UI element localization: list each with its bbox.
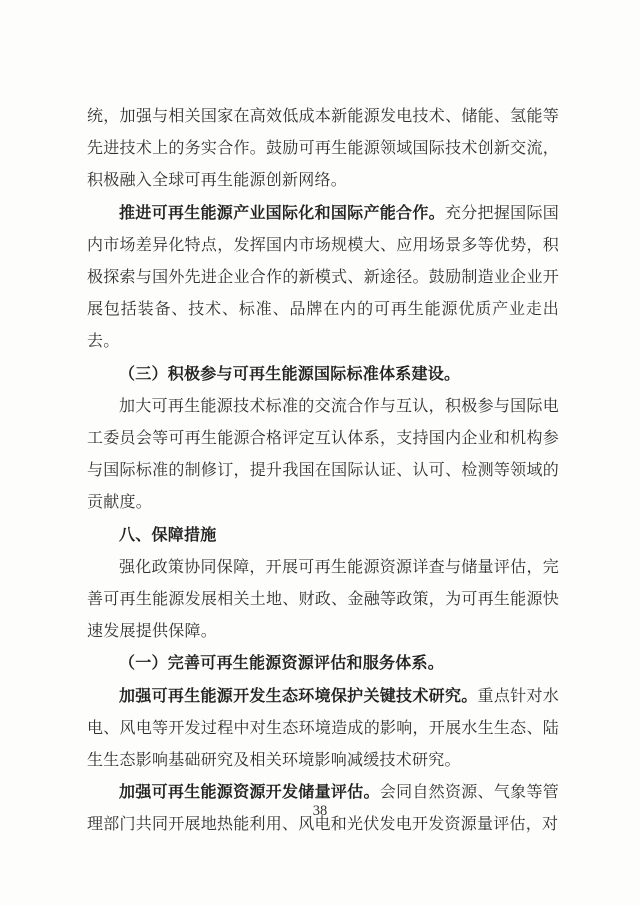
bold-text-run: 加强可再生能源资源开发储量评估。	[119, 784, 380, 802]
paragraph	[87, 681, 559, 778]
bold-text-run: （一）完善可再生能源资源评估和服务体系。	[119, 655, 445, 673]
text-run: 加大可再生能源技术标准的交流合作与互认，积极参与国际电工委员会等可再生能源合格评定互认体系，支持国内企业和机构参与国际标准的制修订，提升我国在国际认证、认可、检测等领域的贡献度。	[87, 397, 559, 512]
text-run: 会同自然资源、气象等管理部门共同开展地热能利用、风电和光伏发电开发资源量评估，对	[87, 784, 559, 834]
bold-text-run: 推进可再生能源产业国际化和国际产能合作。	[119, 204, 445, 222]
paragraph	[87, 552, 559, 649]
text-run: 重点针对水电、风电等开发过程中对生态环境造成的影响，开展水生生态、陆生生态影响基础研究及相关环境影响减缓技术研究。	[87, 687, 559, 770]
text-run: 统，加强与相关国家在高效低成本新能源发电技术、储能、氢能等先进技术上的务实合作。鼓励可再生能源领域国际技术创新交流，积极融入全球可再生能源创新网络。	[87, 108, 559, 190]
paragraph	[87, 101, 559, 198]
bold-text-run: 八、保障措施	[119, 526, 217, 544]
section-heading	[87, 520, 559, 552]
page-number: 38	[312, 803, 328, 819]
subsection-heading	[87, 648, 559, 680]
text-run: 强化政策协同保障，开展可再生能源资源详查与储量评估，完善可再生能源发展相关土地、财政、金融等政策，为可再生能源快速发展提供保障。	[87, 558, 559, 641]
bold-text-run: （三）积极参与可再生能源国际标准体系建设。	[119, 365, 461, 383]
bold-text-run: 加强可再生能源开发生态环境保护关键技术研究。	[119, 687, 478, 705]
document-body	[87, 101, 559, 842]
text-run: 充分把握国际国内市场差异化特点，发挥国内市场规模大、应用场景多等优势，积极探索与国外先进企业合作的新模式、新途径。鼓励制造业企业开展包括装备、技术、标准、品牌在内的可再生能源优质产业走出去。	[87, 204, 559, 351]
paragraph	[87, 391, 559, 520]
paragraph	[87, 198, 559, 359]
subsection-heading	[87, 359, 559, 391]
